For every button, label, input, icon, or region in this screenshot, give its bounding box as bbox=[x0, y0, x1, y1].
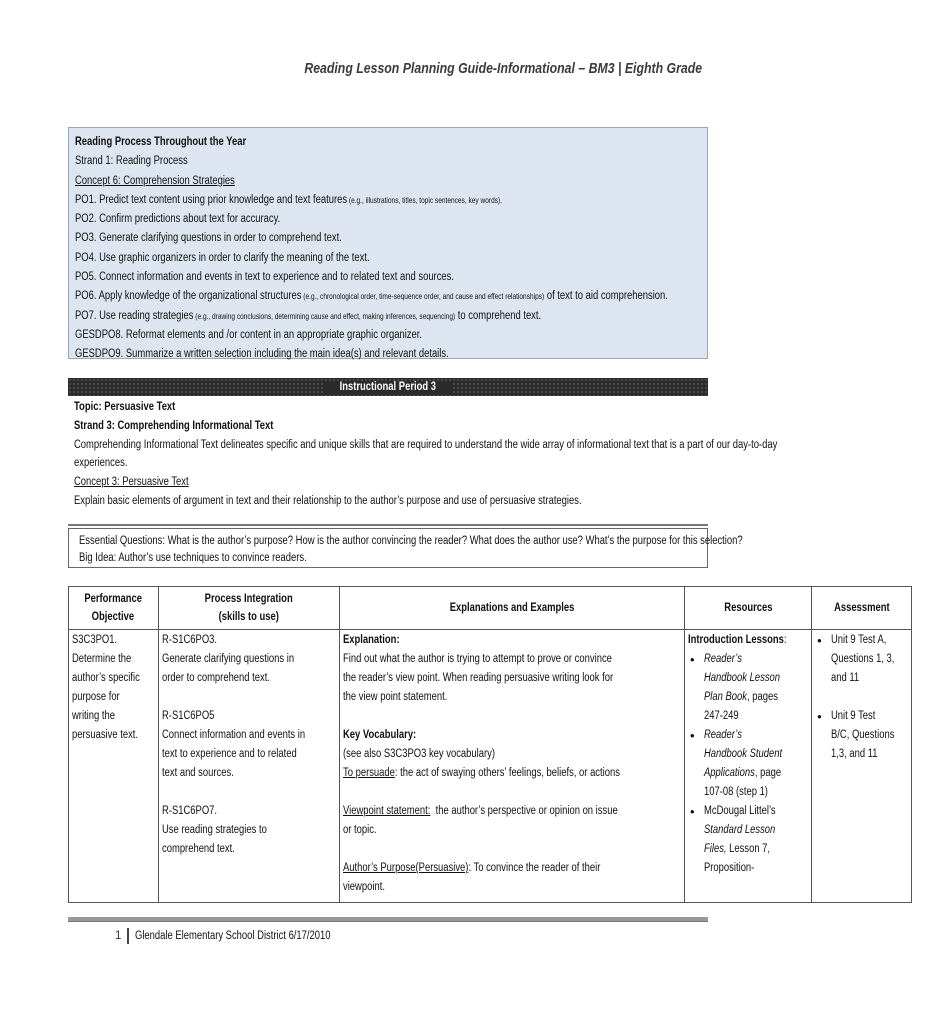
topic-section bbox=[74, 398, 778, 511]
topic-description: Comprehending Informational Text delineates specific and unique skills that are required to understand the wide array of informational text that is a part of our day-to-day bbox=[74, 438, 778, 451]
footer-divider bbox=[68, 917, 708, 922]
list-item: • Unit 9 Test A, Questions 1, 3, and 11 bbox=[815, 631, 908, 707]
table-row bbox=[69, 630, 912, 903]
assessment-cell bbox=[812, 630, 912, 903]
topic-description-cont: experiences. bbox=[74, 457, 128, 470]
process-concept: Concept 6: Comprehension Strategies bbox=[75, 174, 235, 187]
header-process: Process Integration (skills to use) bbox=[158, 587, 340, 630]
po7: PO7. Use reading strategies (e.g., drawing conclusions, determining cause and effect, making inferences, sequencing) to comprehend text. bbox=[75, 309, 542, 322]
po2: PO2. Confirm predictions about text for accuracy. bbox=[75, 213, 281, 226]
footer-separator bbox=[127, 928, 129, 944]
lesson-table bbox=[68, 586, 912, 903]
page-title: Reading Lesson Planning Guide-Informational – BM3 | Eighth Grade bbox=[304, 60, 702, 77]
resources-cell: Introduction Lessons: • Reader’s Handbook Lesson Plan Book, pages 247-249 • Reader’s Handbook Student Applications, page 107-08 (step 1) • McDougal Littel’s Standard Lesson Files, Lesson 7, Proposition- bbox=[684, 630, 811, 903]
essential-questions: Essential Questions: What is the author’s purpose? How is the author convincing the reader? What does the author use? What’s the purpose for this selection? bbox=[79, 535, 743, 547]
big-idea: Big Idea: Author’s use techniques to convince readers. bbox=[79, 552, 307, 564]
explanations-cell: Explanation: Find out what the author is trying to attempt to prove or convince the reader’s view point. When reading persuasive writing look for the view point statement. Key Vocabulary: (see also S3C3PO3 key vocabulary) To persuade: the act of swaying others’ feelings, beliefs, or actions Viewpoint statement: the author’s perspective or opinion on issue or topic. Author’s Purpose(Persuasive): To convince the reader of their viewpoint. bbox=[340, 630, 685, 903]
page-footer bbox=[115, 928, 374, 944]
topic-strand: Strand 3: Comprehending Informational Text bbox=[74, 419, 274, 432]
gesdpo9: GESDPO9. Summarize a written selection including the main idea(s) and relevant details. bbox=[75, 348, 449, 361]
footer-text: Glendale Elementary School District 6/17/2010 bbox=[135, 930, 331, 942]
list-item: • Unit 9 Test B/C, Questions 1,3, and 11 bbox=[815, 707, 908, 764]
process-cell: R-S1C6PO3. Generate clarifying questions in order to comprehend text. R-S1C6PO5 Connect information and events in text to experience and to related text and sources. R-S1C6PO7. Use reading strategies to comprehend text. bbox=[158, 630, 340, 903]
topic-concept: Concept 3: Persuasive Text bbox=[74, 476, 189, 489]
performance-cell: S3C3PO1. Determine the author’s specific purpose for writing the persuasive text. bbox=[69, 630, 159, 903]
header-performance: Performance Objective bbox=[69, 587, 159, 630]
list-item: • Reader’s Handbook Student Applications, page 107-08 (step 1) bbox=[688, 726, 808, 802]
page-number: 1 bbox=[115, 930, 122, 942]
reading-process-box bbox=[68, 127, 708, 359]
gesdpo8: GESDPO8. Reformat elements and /or content in an appropriate graphic organizer. bbox=[75, 328, 423, 341]
po5: PO5. Connect information and events in text to experience and to related text and sources. bbox=[75, 271, 455, 284]
header-assessment: Assessment bbox=[812, 587, 912, 630]
topic-explain: Explain basic elements of argument in text and their relationship to the author’s purpose and use of persuasive strategies. bbox=[74, 494, 582, 507]
process-strand: Strand 1: Reading Process bbox=[75, 155, 188, 168]
po1: PO1. Predict text content using prior knowledge and text features (e.g., illustrations, titles, topic sentences, key words). bbox=[75, 193, 503, 206]
po4: PO4. Use graphic organizers in order to clarify the meaning of the text. bbox=[75, 251, 370, 264]
instructional-period-bar: Instructional Period 3 bbox=[68, 378, 708, 396]
topic-title: Topic: Persuasive Text bbox=[74, 401, 176, 413]
essential-questions-box bbox=[68, 528, 743, 568]
table-header-row bbox=[69, 587, 912, 630]
po3: PO3. Generate clarifying questions in order to comprehend text. bbox=[75, 232, 342, 245]
process-heading: Reading Process Throughout the Year bbox=[75, 136, 247, 148]
header-explanations: Explanations and Examples bbox=[340, 587, 685, 630]
list-item: • Reader’s Handbook Lesson Plan Book, pages 247-249 bbox=[688, 650, 808, 726]
list-item: • McDougal Littel’s Standard Lesson Files, Lesson 7, Proposition- bbox=[688, 802, 808, 878]
header-resources: Resources bbox=[684, 587, 811, 630]
po6: PO6. Apply knowledge of the organizational structures (e.g., chronological order, time-sequence order, and cause and effect relationships) of text to aid comprehension. bbox=[75, 290, 668, 303]
